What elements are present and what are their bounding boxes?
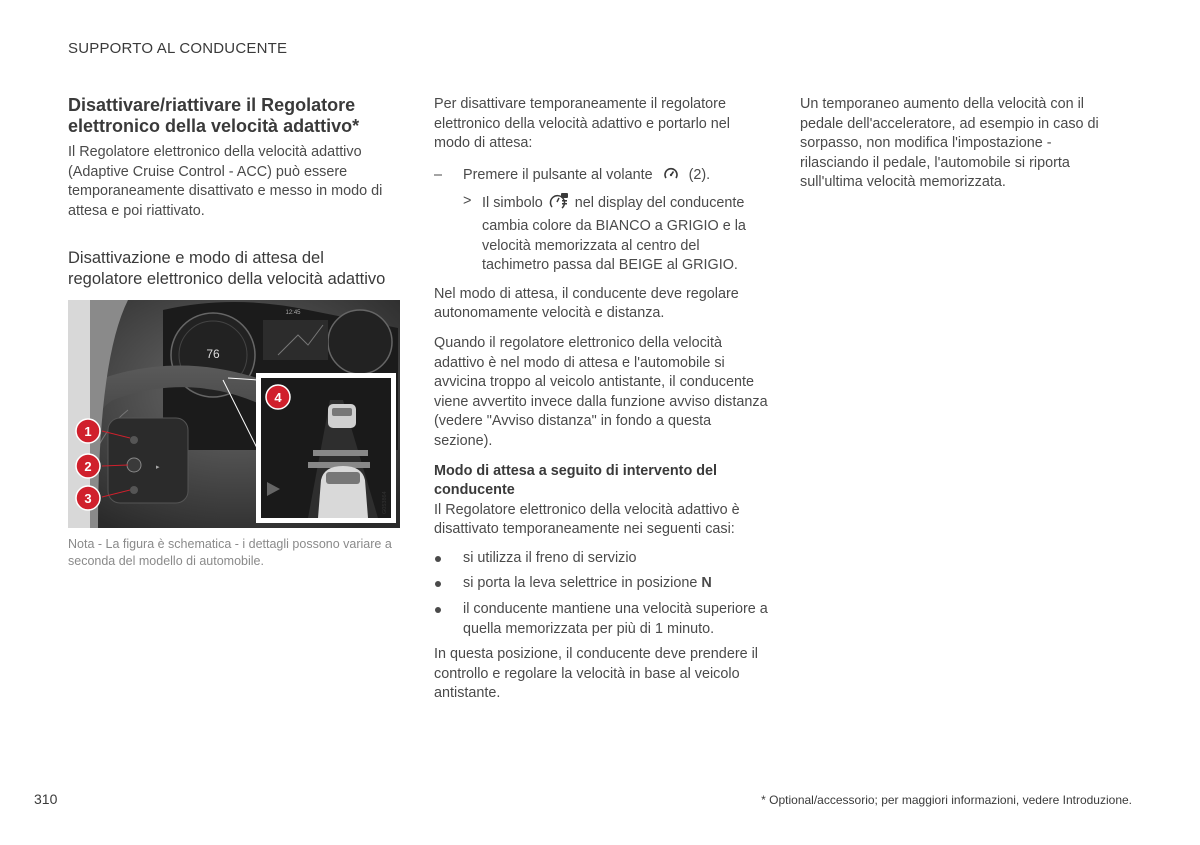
main-heading: Disattivare/riattivare il Regolatore elettronico della velocità adattivo* <box>68 95 360 136</box>
svg-text:▸: ▸ <box>156 464 160 472</box>
column-right <box>800 95 1120 193</box>
warning-paragraph: Quando il regolatore elettronico della velocità adattivo è nel modo di attesa e l'automobile si avvicina troppo al veicolo antistante, il conducente viene avvertito invece dalla funzione avviso distanza (vedere "Avviso distanza" in fondo a questa sezione). <box>434 334 768 449</box>
standby-paragraph: Nel modo di attesa, il conducente deve regolare autonomamente velocità e distanza. <box>434 285 739 322</box>
control-paragraph: In questa posizione, il conducente deve prendere il controllo e regolare la velocità in base al veicolo antistante. <box>434 646 759 702</box>
svg-text:4: 4 <box>274 390 282 406</box>
step-reference: (2). <box>688 166 711 183</box>
image-code: G053864 <box>382 491 388 515</box>
speedometer-icon <box>663 166 679 189</box>
result-text-start: Il simbolo <box>482 195 543 212</box>
step-text: Premere il pulsante al volante <box>463 166 653 183</box>
intro-paragraph: Il Regolatore elettronico della velocità adattivo (Adaptive Cruise Control - ACC) può essere temporaneamente disattivato e messo in modo di attesa e poi riattivato. <box>68 144 383 219</box>
svg-text:3: 3 <box>84 491 92 507</box>
result-text-end: nel display del conducente cambia colore da BIANCO a GRIGIO e la velocità memorizzata al centro del tachimetro passa dal BEIGE al GRIGIO. <box>482 195 746 274</box>
column-middle <box>434 95 769 704</box>
figure-caption: Nota - La figura è schematica - i dettagli possono variare a seconda del modello di automobile. <box>68 537 392 568</box>
bullet-dot <box>435 607 441 613</box>
bullet-dot <box>435 581 441 587</box>
step-dash: – <box>434 166 443 183</box>
footnote: * Optional/accessorio; per maggiori informazioni, vedere Introduzione. <box>761 793 1132 807</box>
list-item: si utilizza il freno di servizio <box>434 549 769 569</box>
svg-text:2: 2 <box>84 459 92 475</box>
intro-paragraph: Per disattivare temporaneamente il regolatore elettronico della velocità adattivo e portarlo nel modo di attesa: <box>434 96 730 152</box>
speed-value: 76 <box>206 347 220 362</box>
bullet-dot <box>435 556 441 562</box>
instruction-step <box>434 166 769 189</box>
tachometer-dial <box>328 310 392 374</box>
cases-intro: Il Regolatore elettronico della velocità adattivo è disattivato temporaneamente nei seguenti casi: <box>434 501 740 538</box>
list-item: si porta la leva selettrice in posizione N <box>434 574 769 594</box>
callout-1 <box>76 419 100 443</box>
acceleration-paragraph: Un temporaneo aumento della velocità con il pedale dell'acceleratore, ad esempio in caso di sorpasso, non modifica l'impostazione - rilasciando il pedale, l'automobile si riporta sull'ultima velocità memorizzata. <box>800 96 1099 191</box>
callout-2 <box>76 454 100 478</box>
column-left <box>68 95 400 569</box>
callout-4 <box>266 385 290 409</box>
section-title: SUPPORTO AL CONDUCENTE <box>68 40 288 57</box>
steering-wheel-figure <box>68 300 400 528</box>
page-number: 310 <box>34 791 58 807</box>
acc-standby-icon <box>549 192 569 217</box>
clock-value: 12:45 <box>285 310 301 317</box>
callout-3 <box>76 486 100 510</box>
svg-text:1: 1 <box>84 424 92 440</box>
list-item: il conducente mantiene una velocità superiore a quella memorizzata per più di 1 minuto. <box>434 600 769 639</box>
cases-list <box>434 549 769 639</box>
step-result <box>434 192 769 275</box>
result-arrow: > <box>463 193 472 210</box>
driver-intervention-heading: Modo di attesa a seguito di intervento del conducente <box>434 462 718 499</box>
subsection-heading: Disattivazione e modo di attesa del regolatore elettronico della velocità adattivo <box>68 249 386 289</box>
